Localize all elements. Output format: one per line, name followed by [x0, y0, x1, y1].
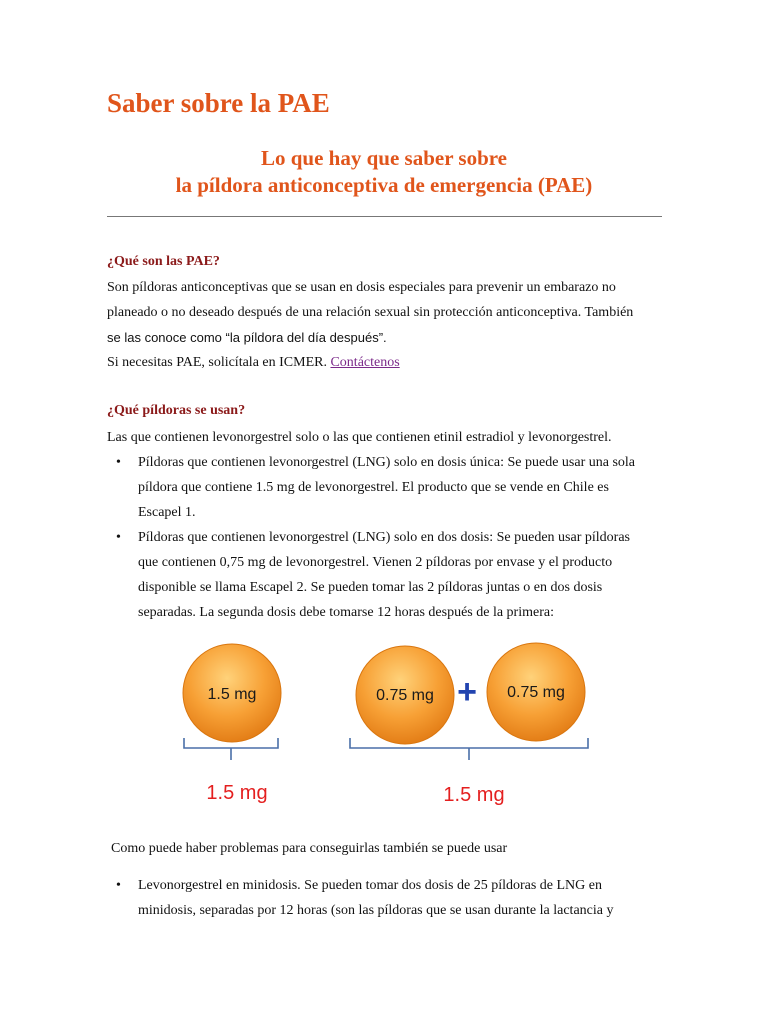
- list-item-line: minidosis, separadas por 12 horas (son las píldoras que se usan durante la lactancia y: [138, 903, 614, 918]
- second-pill-label: 0.75 mg: [507, 684, 565, 701]
- list-item-line: disponible se llama Escapel 2. Se pueden tomar las 2 píldoras juntas o en dos dosis: [138, 580, 603, 595]
- plus-sign: +: [457, 673, 477, 711]
- list-item-line: • Píldoras que contienen levonorgestrel (LNG) solo en dos dosis: Se pueden usar píldoras: [138, 530, 630, 545]
- body-line: planeado o no deseado después de una relación sexual sin protección anticonceptiva. También: [107, 305, 634, 320]
- list-item-line: que contienen 0,75 mg de levonorgestrel. Vienen 2 píldoras por envase y el producto: [138, 555, 613, 570]
- subtitle-line-1: Lo que hay que saber sobre: [260, 146, 508, 170]
- single-pill-label: 1.5 mg: [207, 686, 257, 703]
- page-title: Saber sobre la PAE: [107, 88, 330, 118]
- body-line: Como puede haber problemas para conseguirlas también se puede usar: [111, 841, 508, 856]
- body-line: se las conoce como “la píldora del día después”.: [107, 330, 387, 345]
- body-line: Las que contienen levonorgestrel solo o las que contienen etinil estradiol y levonorgestrel.: [107, 430, 612, 445]
- list-item: [107, 873, 667, 923]
- body-line: Son píldoras anticonceptivas que se usan en dosis especiales para prevenir un embarazo no: [107, 280, 616, 295]
- alternatives-intro: [111, 836, 671, 861]
- second-half-dose-pill: [487, 643, 585, 741]
- list-item-line: • Levonorgestrel en minidosis. Se pueden tomar dos dosis de 25 píldoras de LNG en: [138, 878, 602, 893]
- first-pill-label: 0.75 mg: [376, 687, 434, 704]
- double-dose-bracket: [350, 738, 588, 760]
- contact-link[interactable]: Contáctenos: [330, 355, 400, 370]
- section-heading-what-are: ¿Qué son las PAE?: [107, 254, 220, 269]
- list-item-line: Escapel 1.: [138, 505, 196, 520]
- subtitle-line-2: la píldora anticonceptiva de emergencia (PAE): [175, 173, 593, 197]
- list-item-line: píldora que contiene 1.5 mg de levonorgestrel. El producto que se vende en Chile es: [138, 480, 609, 495]
- first-half-dose-pill: [356, 646, 454, 744]
- list-item-line: • Píldoras que contienen levonorgestrel (LNG) solo en dosis única: Se puede usar una sola: [138, 455, 636, 470]
- list-item-line: separadas. La segunda dosis debe tomarse 12 horas después de la primera:: [138, 605, 554, 620]
- single-dose-pill: [183, 644, 281, 742]
- double-dose-total: 1.5 mg: [443, 784, 505, 806]
- request-text: Si necesitas PAE, solicítala en ICMER.: [107, 355, 331, 370]
- alternatives-list: [107, 873, 667, 923]
- single-dose-total: 1.5 mg: [206, 782, 268, 804]
- section-heading-which-pills: ¿Qué píldoras se usan?: [107, 403, 246, 418]
